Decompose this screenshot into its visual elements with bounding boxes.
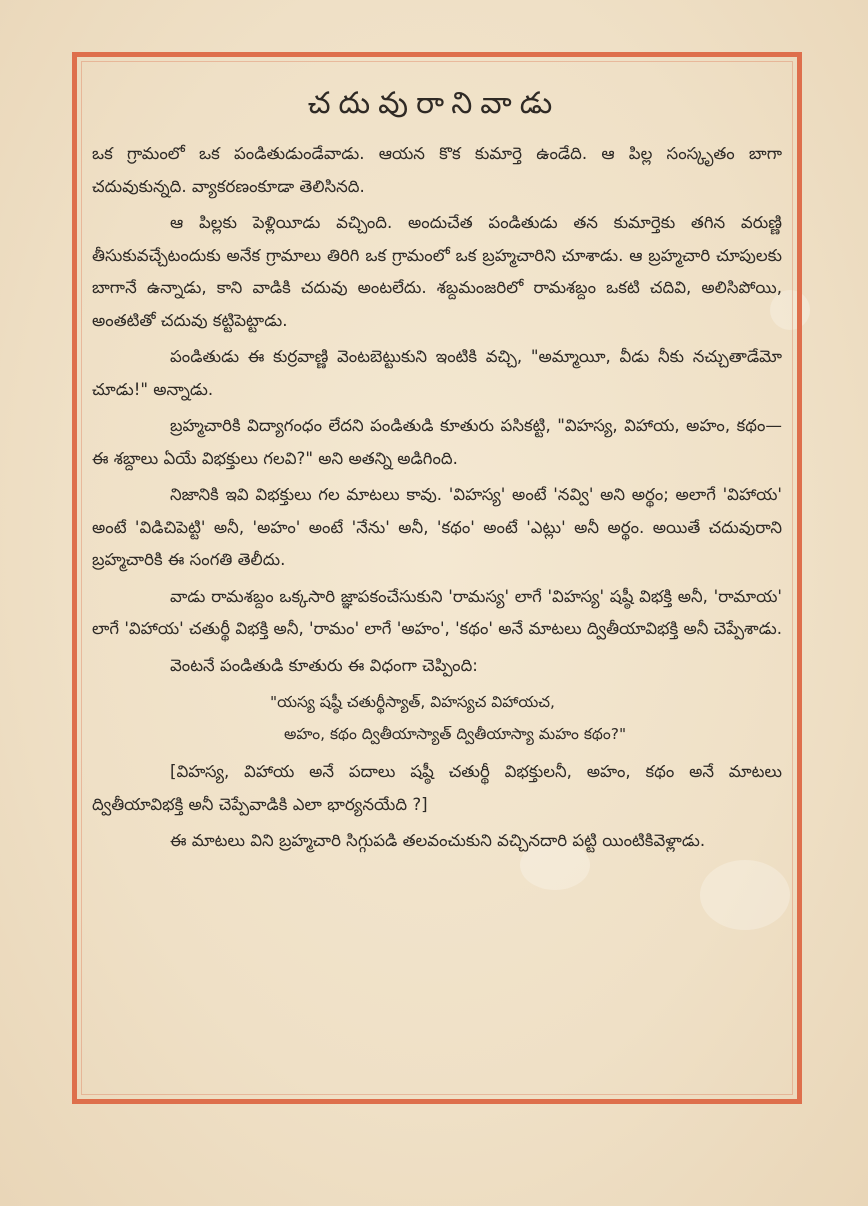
paragraph-3: పండితుడు ఈ కుర్రవాణ్ణి వెంటబెట్టుకుని ఇంటికి వచ్చి, "అమ్మాయీ, వీడు నీకు నచ్చుతాడేమో చూడు!" అన్నాడు.	[92, 347, 782, 399]
verse-line-2: అహం, కథం ద్వితీయాస్యాత్ ద్వితీయాస్యా మహం కథం?"	[284, 725, 627, 743]
paragraph-4: బ్రహ్మచారికి విద్యాగంధం లేదని పండితుడి కూతురు పసికట్టి, "విహస్య, విహాయ, అహం, కథం—ఈ శబ్దాలు ఏయే విభక్తులు గలవి?" అని అతన్ని అడిగింది.	[92, 416, 782, 468]
paragraph-6: వాడు రామశబ్దం ఒక్కసారి జ్ఞాపకంచేసుకుని 'రామస్య' లాగే 'విహస్య' షష్ఠీ విభక్తి అనీ, 'రామాయ' లాగే 'విహాయ' చతుర్థీ విభక్తి అనీ, 'రామం' లాగే 'అహం', 'కథం' అనే మాటలు ద్వితీయావిభక్తి అనీ చెప్పేశాడు.	[92, 586, 782, 638]
paragraph-2: ఆ పిల్లకు పెళ్లియీడు వచ్చింది. అందుచేత పండితుడు తన కుమార్తెకు తగిన వరుణ్ణి తీసుకువచ్చేటందుకు అనేక గ్రామాలు తిరిగి ఒక గ్రామంలో ఒక బ్రహ్మచారిని చూశాడు. ఆ బ్రహ్మచారి చూపులకు బాగానే ఉన్నాడు, కాని వాడికి చదువు అంటలేదు. శబ్దమంజరిలో రామశబ్దం ఒకటి చదివి, అలిసిపోయి, అంతటితో చదువు కట్టిపెట్టాడు.	[92, 213, 782, 330]
sanskrit-verse	[92, 686, 782, 750]
story-body	[92, 138, 782, 862]
paragraph-5: నిజానికి ఇవి విభక్తులు గల మాటలు కావు. 'విహస్య' అంటే 'నవ్వి' అని అర్థం; అలాగే 'విహాయ' అంటే 'విడిచిపెట్టి' అనీ, 'అహం' అంటే 'నేను' అనీ, 'కథం' అంటే 'ఎట్లు' అనీ అర్థం. అయితే చదువురాని బ్రహ్మచారికి ఈ సంగతి తెలీదు.	[92, 485, 782, 569]
paragraph-1: ఒక గ్రామంలో ఒక పండితుడుండేవాడు. ఆయన కొక కుమార్తె ఉండేది. ఆ పిల్ల సంస్కృతం బాగా చదువుకున్నది. వ్యాకరణంకూడా తెలిసినది.	[92, 144, 782, 196]
paragraph-7: వెంటనే పండితుడి కూతురు ఈ విధంగా చెప్పింది:	[170, 655, 478, 675]
story-title: చదువురానివాడు	[307, 86, 561, 121]
verse-line-1: "యస్య షష్ఠీ చతుర్థీస్యాత్, విహస్యచ విహాయచ,	[270, 693, 555, 711]
paragraph-ending: ఈ మాటలు విని బ్రహ్మచారి సిగ్గుపడి తలవంచుకుని వచ్చినదారి పట్టి యింటికివెళ్లాడు.	[170, 831, 706, 850]
paragraph-translation: [విహస్య, విహాయ అనే పదాలు షష్ఠీ చతుర్థీ విభక్తులనీ, అహం, కథం అనే మాటలు ద్వితీయావిభక్తి అనీ చెప్పేవాడికి ఎలా భార్యనయేది ?]	[92, 762, 782, 814]
